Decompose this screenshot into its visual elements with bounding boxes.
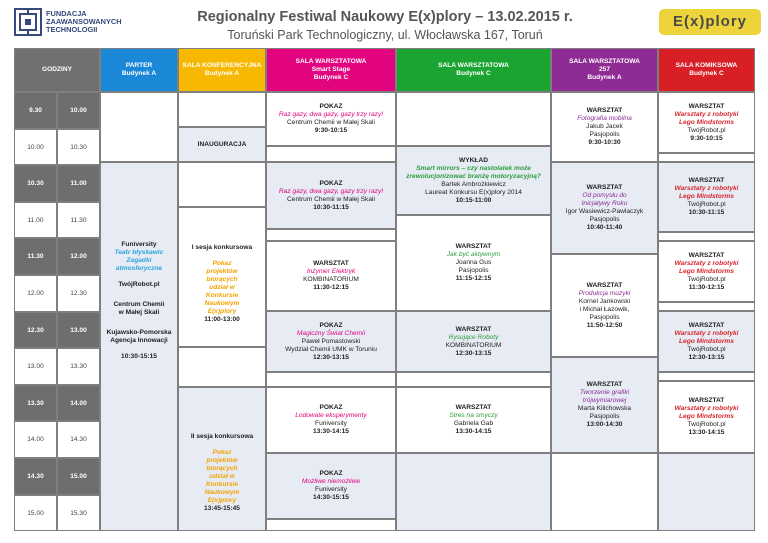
komiks-empty-cell	[658, 453, 755, 531]
org-line-3: TECHNOLOGII	[46, 25, 98, 34]
parter-line-9: 10:30-15:15	[121, 352, 157, 360]
time-end: 14.00	[57, 385, 100, 421]
konf-inauguracja: INAUGURACJA	[178, 127, 266, 162]
time-start: 13.30	[14, 385, 57, 421]
col-header-warsztatowa-c: SALA WARSZTATOWA Budynek C	[396, 48, 551, 92]
time-start: 11.00	[14, 202, 57, 238]
time-end: 11.30	[57, 202, 100, 238]
col-header-smart-stage: SALA WARSZTATOWA Smart Stage Budynek C	[266, 48, 396, 92]
konf-empty-cell	[178, 92, 266, 127]
time-start: 10.30	[14, 165, 57, 202]
warsz-c-event: WARSZTAT Jak być aktywnym Joanna Gus Pasjopolis 11:15-12:15	[396, 215, 551, 311]
komiks-event: WARSZTAT Warsztaty z robotyki Lego Mindstorms TwójRobot.pl 13:30-14:15	[658, 381, 755, 453]
stage-event: POKAZ Raz gazy, dwa gazy, gazy trzy razy! Centrum Chemii w Małej Skali 9:30-10:15	[266, 92, 396, 146]
time-end: 15.00	[57, 458, 100, 495]
warsz-257-event: WARSZTAT Tworzenie grafiki trójwymiarowej Marta Kilichowska Pasjopolis 13:00-14:30	[551, 357, 658, 453]
time-end: 11.00	[57, 165, 100, 202]
parter-line-5: Centrum Chemii	[113, 300, 165, 308]
konf-session-1: I sesja konkursowa Pokaz projektów biorących udział w Konkursie Naukowym E(x)plory 11:00-13:00	[178, 207, 266, 347]
warsz-c-empty-cell	[396, 92, 551, 146]
time-end: 10.00	[57, 92, 100, 129]
wyklad-event: WYKŁAD Smart mirrors – czy nastolatek może zrewolucjonizować branżę motoryzacyjną? Bartek Ambrożkiewicz Laureat Konkursu E(x)plory 2014 10:15-11:00	[396, 146, 551, 215]
komiks-empty-cell	[658, 232, 755, 241]
stage-empty-cell	[266, 372, 396, 387]
time-start: 12.00	[14, 275, 57, 312]
time-start: 14.00	[14, 421, 57, 458]
time-end: 12.30	[57, 275, 100, 312]
time-start: 13.00	[14, 348, 57, 385]
parter-line-4: TwójRobot.pl	[118, 280, 160, 288]
page-title: Regionalny Festiwal Naukowy E(x)plory – 13.02.2015 r.	[197, 9, 573, 25]
page-subtitle: Toruński Park Technologiczny, ul. Włocławska 167, Toruń	[227, 28, 543, 42]
brand-logo: E(x)plory	[659, 9, 761, 35]
parter-line-1: Funiversity	[121, 240, 157, 248]
col-header-godziny: GODZINY	[14, 48, 100, 92]
parter-line-6: w Małej Skali	[118, 308, 160, 316]
parter-line-8: Agencja Innowacji	[110, 336, 168, 344]
stage-event: WARSZTAT Inżynier Elektryk KOMBINATORIUM 11:30-12:15	[266, 241, 396, 311]
time-end: 13.00	[57, 312, 100, 348]
konf-empty-cell-2	[178, 162, 266, 207]
col-header-parter: PARTER Budynek A	[100, 48, 178, 92]
stage-event: POKAZ Lodowate eksperymenty Funiversity 13:30-14:15	[266, 387, 396, 453]
konf-empty-cell-3	[178, 347, 266, 387]
komiks-empty-cell	[658, 153, 755, 162]
komiks-event: WARSZTAT Warsztaty z robotyki Lego Mindstorms TwójRobot.pl 9:30-10:15	[658, 92, 755, 153]
foundation-logo	[14, 6, 129, 38]
komiks-empty-cell	[658, 372, 755, 381]
warsz-257-empty-cell	[551, 453, 658, 531]
org-line-1: FUNDACJA	[46, 9, 87, 18]
parter-line-2: Teatr błyskawic	[114, 248, 164, 256]
org-line-2: ZAAWANSOWANYCH	[46, 17, 122, 26]
warsz-257-event: WARSZTAT Od pomysłu do Inicjatywy Roku Igor Wasiewicz-Pawlaczyk Pasjopolis 10:40-11:40	[551, 162, 658, 254]
warsz-c-empty-cell	[396, 372, 551, 387]
col-header-komiksowa: SALA KOMIKSOWA Budynek C	[658, 48, 755, 92]
col-header-konferencyjna: SALA KONFERENCYJNA Budynek A	[178, 48, 266, 92]
time-start: 9.30	[14, 92, 57, 129]
stage-empty-cell	[266, 146, 396, 162]
komiks-event: WARSZTAT Warsztaty z robotyki Lego Mindstorms TwójRobot.pl 10:30-11:15	[658, 162, 755, 232]
stage-empty-cell	[266, 229, 396, 241]
parter-empty-cell	[100, 92, 178, 162]
time-start: 10.00	[14, 129, 57, 165]
time-end: 12.00	[57, 238, 100, 275]
stage-event: POKAZ Raz gazy, dwa gazy, gazy trzy razy! Centrum Chemii w Małej Skali 10:30-11:15	[266, 162, 396, 229]
parter-line-3: Zagadki atmosferyczne	[115, 256, 163, 272]
stage-event: POKAZ Możliwe niemożliwe Funiversity 14:30-15:15	[266, 453, 396, 519]
komiks-event: WARSZTAT Warsztaty z robotyki Lego Mindstorms TwójRobot.pl 12:30-13:15	[658, 311, 755, 372]
time-end: 15.30	[57, 495, 100, 531]
time-end: 14.30	[57, 421, 100, 458]
parter-line-7: Kujawsko-Pomorska	[106, 328, 172, 336]
stage-empty-cell	[266, 519, 396, 531]
stage-event: POKAZ Magiczny Świat Chemii Paweł Pomastowski Wydział Chemii UMK w Toruniu 12:30-13:15	[266, 311, 396, 372]
time-start: 14.30	[14, 458, 57, 495]
warsz-257-event: WARSZTAT Produkcja muzyki Kornel Jankowski i Michał Łazowik, Pasjopolis 11:50-12:50	[551, 254, 658, 357]
time-end: 10.30	[57, 129, 100, 165]
logo-maze-icon	[14, 8, 42, 36]
time-end: 13.30	[57, 348, 100, 385]
warsz-c-event: WARSZTAT Stres na smyczy Gabriela Gab 13:30-14:15	[396, 387, 551, 453]
komiks-empty-cell	[658, 302, 755, 311]
parter-schedule	[100, 162, 178, 531]
time-start: 11.30	[14, 238, 57, 275]
warsz-c-event: WARSZTAT Rysujące Roboty KOMBINATORIUM 12:30-13:15	[396, 311, 551, 372]
warsz-257-event: WARSZTAT Fotografia mobilna Jakub Jacek Pasjopolis 9:30-10:30	[551, 92, 658, 162]
col-header-warsztatowa-257: SALA WARSZTATOWA 257 Budynek A	[551, 48, 658, 92]
konf-session-2: II sesja konkursowa Pokaz projektów biorących udział w Konkursie Naukowym E(x)plory 13:45-15:45	[178, 387, 266, 531]
time-start: 12.30	[14, 312, 57, 348]
time-start: 15.00	[14, 495, 57, 531]
komiks-event: WARSZTAT Warsztaty z robotyki Lego Mindstorms TwójRobot.pl 11:30-12:15	[658, 241, 755, 302]
warsz-c-empty-cell	[396, 453, 551, 531]
